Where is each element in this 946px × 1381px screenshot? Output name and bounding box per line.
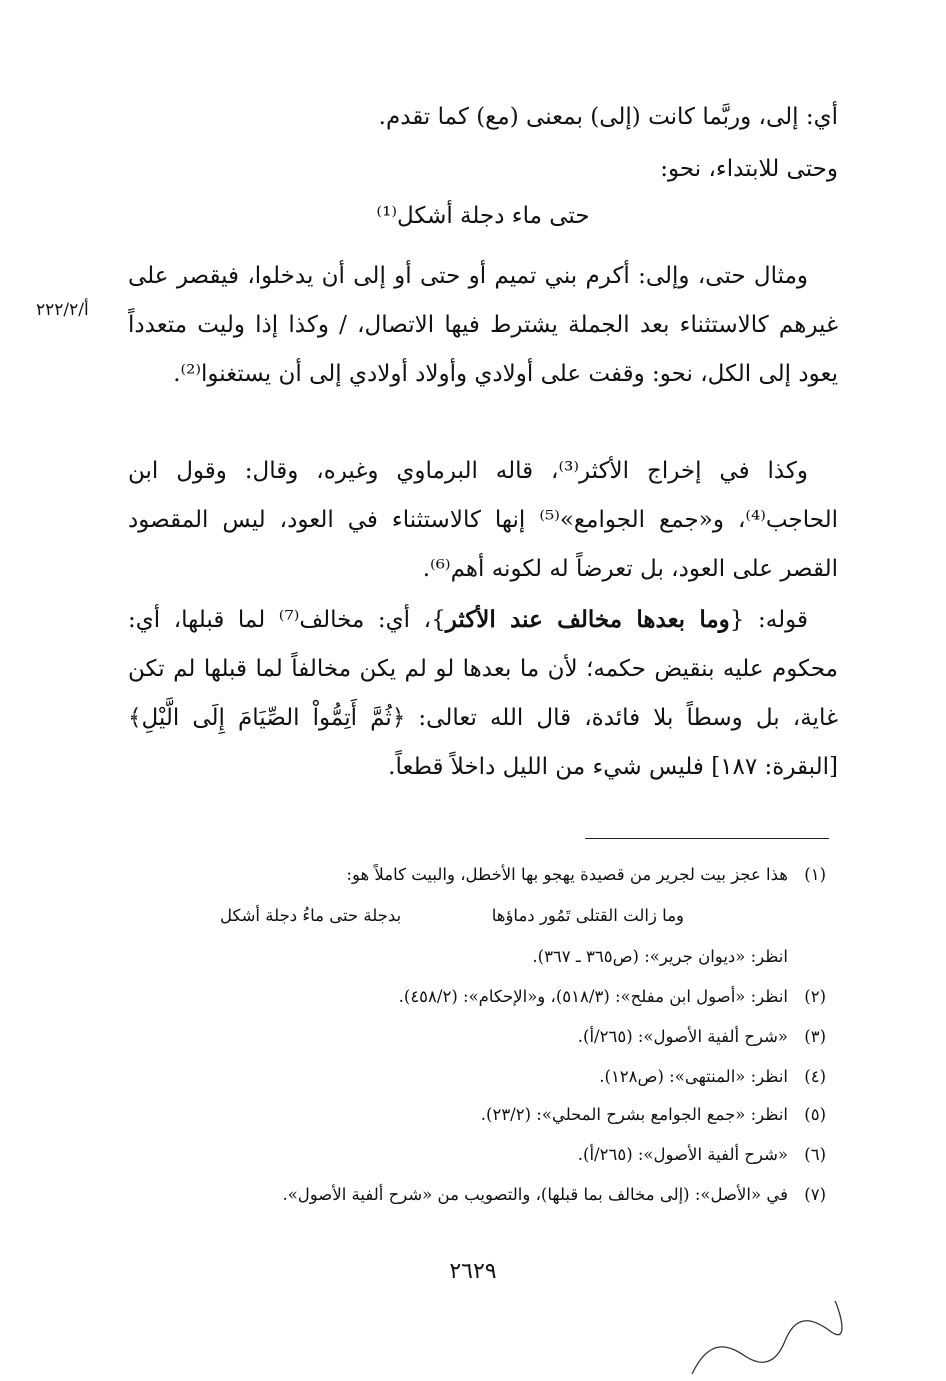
- footnote-number: (٦): [804, 1145, 826, 1164]
- footnote-number: (١): [804, 865, 826, 884]
- footnote-number: (٥): [804, 1105, 826, 1124]
- paragraph-example: ومثال حتى، وإلى: أكرم بني تميم أو حتى أو إلى أن يدخلوا، فيقصر على غيرهم كالاستثناء بعد الجملة يشترط فيها الاتصال، / وكذا إذا وليت متعدداً يعود إلى الكل، نحو: وقفت على أولادي وأولاد أولادي إلى أن يستغنوا⁽²⁾.: [128, 263, 838, 387]
- paragraph-hatta-ibtida: وحتى للابتداء، نحو:: [660, 156, 838, 182]
- footnote-4: [206, 1066, 826, 1088]
- footnote-divider: [585, 838, 829, 839]
- page-number: ٢٦٢٩: [449, 1259, 497, 1284]
- footnote-text: انظر: «أصول ابن مفلح»: (٥١٨/٣)، و«الإحكام»: (٤٥٨/٢).: [398, 987, 788, 1006]
- footnote-7: [206, 1184, 826, 1206]
- footnote-6: [206, 1144, 826, 1166]
- footnote-text: انظر: «المنتهى»: (ص١٢٨).: [599, 1067, 788, 1086]
- footnote-number: (٤): [804, 1067, 826, 1086]
- footnote-number: (٢): [804, 987, 826, 1006]
- qawluhu-rest: }، أي: مخالف⁽⁷⁾ لما قبلها، أي: محكوم عليه بنقيض حكمه؛ لأن ما بعدها لو لم يكن مخالفاً لما قبلها لم تكن غاية، بل وسطاً بلا فائدة، قال الله تعالى: ﴿ثُمَّ أَتِمُّواْ الصِّيَامَ إِلَى الَّيْلِ﴾ [البقرة: ١٨٧] فليس شيء من الليل داخلاً قطعاً.: [128, 607, 838, 780]
- footnote-text: «شرح ألفية الأصول»: (٢٦٥/أ).: [577, 1027, 788, 1046]
- paragraph-akthar: وكذا في إخراج الأكثر⁽³⁾، قاله البرماوي وغيره، وقال: وقول ابن الحاجب⁽⁴⁾، و«جمع الجوامع»⁽⁵⁾ إنها كالاستثناء في العود، ليس المقصود القصر على العود، بل تعرضاً له لكونه أهم⁽⁶⁾.: [128, 458, 838, 582]
- footnote-5: [206, 1104, 826, 1126]
- verse-hemistich-first: وما زالت القتلى تَمُور دماؤها: [491, 906, 684, 925]
- footnote-1: [206, 864, 826, 886]
- footnote-number: (٣): [804, 1027, 826, 1046]
- footnote-text: في «الأصل»: (إلى مخالف بما قبلها)، والتصويب من «شرح ألفية الأصول».: [282, 1185, 788, 1204]
- paragraph-qawluhu: [128, 595, 838, 792]
- footnote-number: (٧): [804, 1185, 826, 1204]
- paragraph-intro: أي: إلى، وربَّما كانت (إلى) بمعنى (مع) كما تقدم.: [378, 104, 838, 130]
- footnote-1-source: [206, 946, 826, 968]
- footnote-3: [206, 1026, 826, 1048]
- footnote-2: [206, 986, 826, 1008]
- matn-quote: وما بعدها مخالف عند الأكثر: [445, 606, 730, 633]
- qawluhu-lead: قوله: {: [729, 607, 808, 633]
- footnote-text: انظر: «جمع الجوامع بشرح المحلي»: (٢٣/٢).: [480, 1105, 788, 1124]
- manuscript-folio-note: أ/٢٢٢/٢: [36, 300, 89, 320]
- poetry-quote: حتى ماء دجلة أشكل⁽¹⁾: [376, 203, 590, 229]
- footnote-text: هذا عجز بيت لجرير من قصيدة يهجو بها الأخطل، والبيت كاملاً هو:: [346, 865, 788, 884]
- pencil-squiggle-mark: [690, 1296, 850, 1381]
- verse-hemistich-second: بدجلة حتى ماءُ دجلة أشكل: [220, 906, 402, 925]
- footnote-text: انظر: «ديوان جرير»: (ص٣٦٥ ـ ٣٦٧).: [532, 947, 788, 966]
- footnote-text: «شرح ألفية الأصول»: (٢٦٥/أ).: [577, 1145, 788, 1164]
